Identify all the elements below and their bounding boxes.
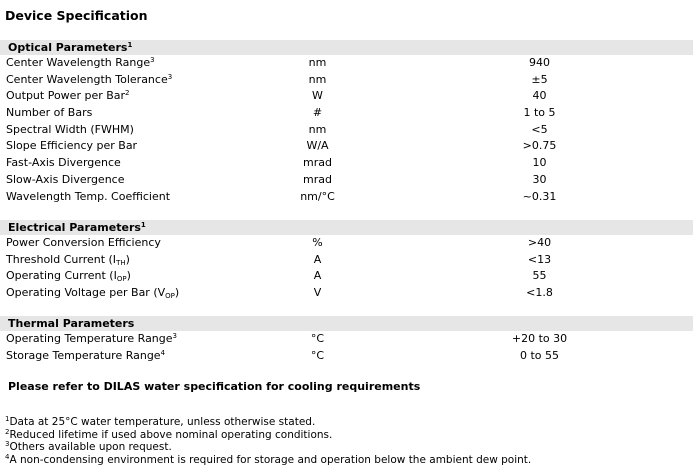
parameter-label: Center Wavelength Range bbox=[6, 56, 151, 69]
thermal-header-label: Thermal Parameters bbox=[8, 317, 135, 330]
parameter-label: Slow-Axis Divergence bbox=[6, 172, 125, 186]
parameter-unit: nm/°C bbox=[300, 189, 335, 203]
thermal-parameters-section bbox=[0, 316, 693, 364]
spec-row bbox=[0, 331, 693, 348]
parameter-label: Number of Bars bbox=[6, 106, 93, 120]
parameter-value: 55 bbox=[532, 269, 547, 283]
electrical-header-footnote-ref: 1 bbox=[140, 221, 146, 229]
parameter-subscript: OP bbox=[116, 275, 127, 284]
spec-row bbox=[0, 138, 693, 155]
footnote-ref: 3 bbox=[150, 56, 155, 64]
parameter-label: Spectral Width (FWHM) bbox=[6, 122, 134, 136]
spec-row bbox=[0, 235, 693, 252]
parameter-name bbox=[6, 88, 130, 105]
parameter-name bbox=[6, 55, 155, 72]
parameter-subscript: TH bbox=[116, 258, 126, 267]
spec-row bbox=[0, 348, 693, 365]
parameter-unit: °C bbox=[310, 332, 325, 345]
parameter-value: +20 to 30 bbox=[511, 332, 568, 345]
footnote bbox=[5, 441, 531, 454]
parameter-unit: A bbox=[313, 252, 322, 266]
parameter-label: Power Conversion Efficiency bbox=[6, 236, 161, 249]
footnote-number: 4 bbox=[5, 452, 10, 461]
parameter-name bbox=[6, 331, 177, 348]
parameter-label: Output Power per Bar bbox=[6, 89, 126, 103]
parameter-value: 40 bbox=[532, 89, 547, 103]
footnote-number: 2 bbox=[5, 427, 10, 436]
parameter-name bbox=[6, 105, 92, 122]
thermal-parameters-header bbox=[0, 316, 693, 331]
parameter-label: Slope Efficiency per Bar bbox=[6, 139, 138, 153]
parameter-value: <5 bbox=[531, 122, 548, 136]
parameter-value: ±5 bbox=[531, 72, 548, 86]
parameter-name bbox=[6, 155, 121, 172]
parameter-unit: % bbox=[312, 236, 323, 249]
parameter-name bbox=[6, 268, 131, 285]
spec-row bbox=[0, 268, 693, 285]
spec-row bbox=[0, 88, 693, 105]
parameter-name bbox=[6, 122, 134, 139]
optical-header-footnote-ref: 1 bbox=[127, 41, 133, 49]
footnote-number: 1 bbox=[5, 415, 10, 423]
parameter-unit: °C bbox=[310, 348, 325, 362]
parameter-unit: # bbox=[312, 106, 323, 120]
parameter-name bbox=[6, 285, 179, 302]
parameter-value: ~0.31 bbox=[522, 189, 557, 203]
cooling-note: Please refer to DILAS water specification for cooling requirements bbox=[8, 380, 421, 393]
footnote-text: Others available upon request. bbox=[9, 441, 172, 454]
footnote-ref: 3 bbox=[172, 332, 177, 340]
parameter-value: 1 to 5 bbox=[523, 106, 556, 120]
parameter-label: Operating Voltage per Bar (V bbox=[6, 286, 166, 300]
optical-header-label: Optical Parameters bbox=[8, 41, 128, 54]
parameter-label: Center Wavelength Tolerance bbox=[6, 72, 168, 86]
parameter-unit: W/A bbox=[306, 139, 329, 153]
optical-parameters-header bbox=[0, 40, 693, 55]
footnotes bbox=[5, 416, 531, 466]
parameter-value: 0 to 55 bbox=[519, 348, 560, 362]
parameter-label: Operating Current (I bbox=[6, 269, 117, 283]
electrical-parameters-section bbox=[0, 220, 693, 302]
spec-row bbox=[0, 172, 693, 189]
footnote-ref: 2 bbox=[125, 89, 130, 98]
parameter-label-tail: ) bbox=[125, 252, 130, 266]
spec-row bbox=[0, 285, 693, 302]
parameter-label-tail: ) bbox=[174, 286, 180, 300]
parameter-unit: W bbox=[312, 89, 323, 103]
footnote-ref: 4 bbox=[160, 348, 166, 357]
parameter-subscript: OP bbox=[165, 292, 175, 301]
parameter-unit: nm bbox=[308, 122, 327, 136]
parameter-name bbox=[6, 235, 161, 252]
electrical-header-label: Electrical Parameters bbox=[8, 221, 141, 234]
spec-row bbox=[0, 105, 693, 122]
parameter-label: Threshold Current (I bbox=[6, 252, 117, 266]
footnote-text: A non-condensing environment is required for storage and operation below the ambient dew point. bbox=[9, 453, 532, 466]
spec-row bbox=[0, 55, 693, 72]
parameter-unit: nm bbox=[308, 72, 327, 86]
parameter-value: >0.75 bbox=[522, 139, 557, 153]
parameter-unit: A bbox=[313, 269, 322, 283]
parameter-name bbox=[6, 72, 172, 89]
parameter-label: Fast-Axis Divergence bbox=[6, 156, 121, 170]
footnote bbox=[5, 454, 531, 467]
footnote-text: Reduced lifetime if used above nominal operating conditions. bbox=[9, 428, 333, 441]
electrical-parameters-header bbox=[0, 220, 693, 235]
parameter-value: 940 bbox=[529, 56, 550, 69]
parameter-name bbox=[6, 138, 137, 155]
footnote-ref: 3 bbox=[167, 72, 173, 81]
parameter-unit: mrad bbox=[303, 172, 332, 186]
spec-row bbox=[0, 155, 693, 172]
footnote bbox=[5, 416, 531, 429]
parameter-value: 30 bbox=[532, 172, 547, 186]
parameter-value: <13 bbox=[527, 252, 552, 266]
parameter-unit: V bbox=[313, 286, 322, 300]
parameter-unit: nm bbox=[308, 56, 327, 69]
parameter-label: Operating Temperature Range bbox=[6, 332, 173, 345]
parameter-value: 10 bbox=[532, 156, 547, 170]
parameter-value: >40 bbox=[527, 236, 552, 249]
parameter-name bbox=[6, 172, 124, 189]
parameter-value: <1.8 bbox=[526, 286, 553, 300]
spec-row bbox=[0, 122, 693, 139]
parameter-unit: mrad bbox=[303, 156, 332, 170]
parameter-name bbox=[6, 252, 130, 269]
spec-row bbox=[0, 72, 693, 89]
parameter-label-tail: ) bbox=[126, 269, 131, 283]
parameter-label: Storage Temperature Range bbox=[6, 348, 161, 362]
footnote-text: Data at 25°C water temperature, unless otherwise stated. bbox=[9, 416, 316, 428]
parameter-name bbox=[6, 348, 165, 365]
parameter-name bbox=[6, 189, 170, 206]
footnote-number: 3 bbox=[5, 440, 10, 449]
spec-row bbox=[0, 189, 693, 206]
optical-parameters-section bbox=[0, 40, 693, 205]
page-title: Device Specification bbox=[5, 8, 148, 23]
parameter-label: Wavelength Temp. Coefficient bbox=[6, 189, 171, 203]
spec-row bbox=[0, 252, 693, 269]
footnote bbox=[5, 429, 531, 442]
